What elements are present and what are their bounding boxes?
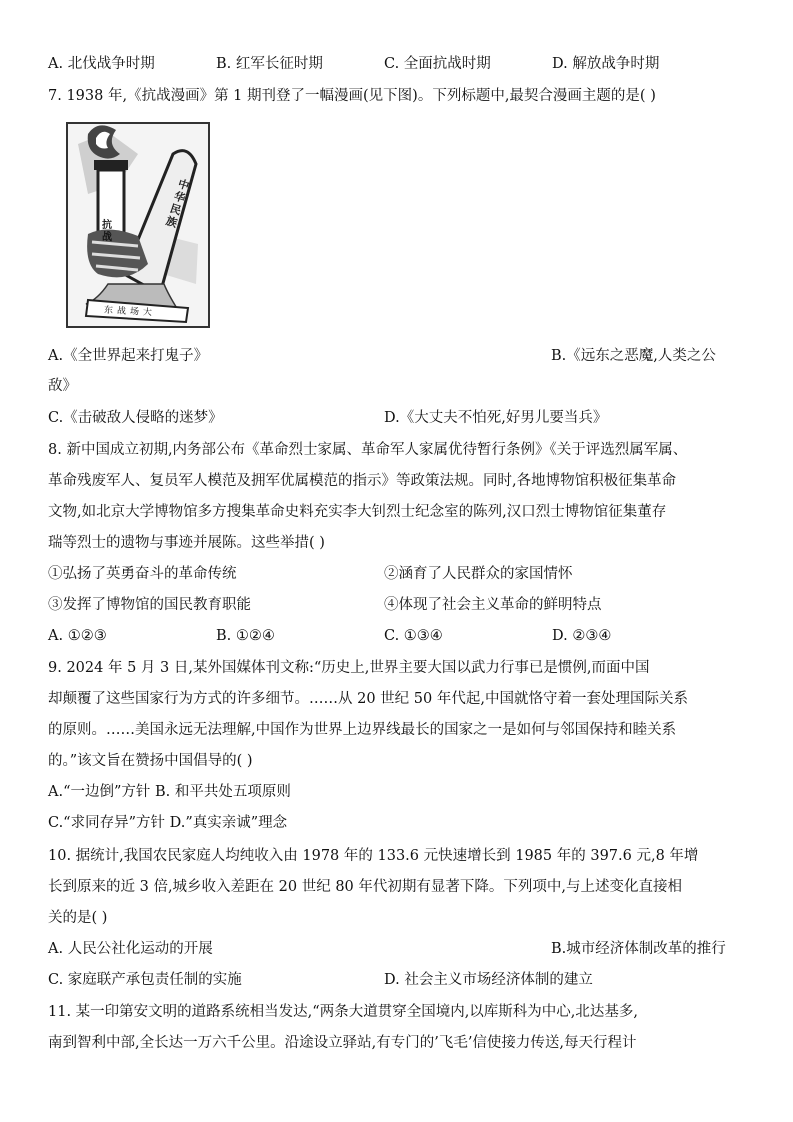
q8-option-a: A. ①②③ xyxy=(48,628,107,644)
q6-option-c: C. 全面抗战时期 xyxy=(384,56,491,72)
q9-options-ab: A.“一边倒”方针 B. 和平共处五项原则 xyxy=(48,784,291,800)
q7-option-a: A.《全世界起来打鬼子》 xyxy=(48,348,209,364)
q8-statement-1: ①弘扬了英勇奋斗的革命传统 xyxy=(48,566,237,582)
q6-option-a: A. 北伐战争时期 xyxy=(48,56,155,72)
q10-line-2: 长到原来的近 3 倍,城乡收入差距在 20 世纪 80 年代初期有显著下降。下列项中,与上述变化直接相 xyxy=(48,879,682,895)
q8-line-1: 8. 新中国成立初期,内务部公布《革命烈士家属、革命军人家属优待暂行条例》《关于评选烈属军属、 xyxy=(48,442,688,458)
q8-line-4: 瑞等烈士的遗物与事迹并展陈。这些举措( ) xyxy=(48,535,325,551)
q10-option-a: A. 人民公社化运动的开展 xyxy=(48,941,213,957)
q8-statement-3: ③发挥了博物馆的国民教育职能 xyxy=(48,597,251,613)
q9-line-3: 的原则。……美国永远无法理解,中国作为世界上边界线最长的国家之一是如何与邻国保持和睦关系 xyxy=(48,722,677,738)
q10-line-1: 10. 据统计,我国农民家庭人均纯收入由 1978 年的 133.6 元快速增长到 1985 年的 397.6 元,8 年增 xyxy=(48,848,699,864)
banner-text: 东战场大 xyxy=(103,305,157,319)
q7-option-b-cont: 敌》 xyxy=(48,378,77,394)
q11-line-1: 11. 某一印第安文明的道路系统相当发达,“两条大道贯穿全国境内,以库斯科为中心,北达基多, xyxy=(48,1004,639,1020)
q10-line-3: 关的是( ) xyxy=(48,910,108,926)
q9-line-2: 却颠覆了这些国家行为方式的许多细节。……从 20 世纪 50 年代起,中国就恪守着一套处理国际关系 xyxy=(48,691,688,707)
cartoon-image xyxy=(66,122,210,328)
q8-line-2: 革命残废军人、复员军人模范及拥军优属模范的指示》等政策法规。同时,各地博物馆积极征集革命 xyxy=(48,473,677,489)
torch-text: 抗战 xyxy=(102,220,112,243)
q7-option-d: D.《大丈夫不怕死,好男儿要当兵》 xyxy=(384,410,608,426)
q8-statement-4: ④体现了社会主义革命的鲜明特点 xyxy=(384,597,602,613)
q9-line-4: 的。”该文旨在赞扬中国倡导的( ) xyxy=(48,753,253,769)
q7-stem: 7. 1938 年,《抗战漫画》第 1 期刊登了一幅漫画(见下图)。下列标题中,最契合漫画主题的是( ) xyxy=(48,88,656,104)
arm-text: 中华民族 xyxy=(164,177,191,230)
torch-arm-illustration xyxy=(68,124,208,326)
q10-option-c: C. 家庭联产承包责任制的实施 xyxy=(48,972,242,988)
q8-statement-2: ②涵育了人民群众的家国情怀 xyxy=(384,566,573,582)
q8-option-c: C. ①③④ xyxy=(384,628,443,644)
q10-option-b: B.城市经济体制改革的推行 xyxy=(551,941,726,957)
q8-option-d: D. ②③④ xyxy=(552,628,612,644)
q7-option-b: B.《远东之恶魔,人类之公 xyxy=(551,348,716,364)
q7-option-c: C.《击破敌人侵略的迷梦》 xyxy=(48,410,223,426)
q9-options-cd: C.“求同存异”方针 D.”真实亲诚”理念 xyxy=(48,815,288,831)
q11-line-2: 南到智利中部,全长达一万六千公里。沿途设立驿站,有专门的’飞毛’信使接力传送,每天行程计 xyxy=(48,1035,637,1051)
q9-line-1: 9. 2024 年 5 月 3 日,某外国媒体刊文称:“历史上,世界主要大国以武力行事已是惯例,而面中国 xyxy=(48,660,650,676)
q6-option-d: D. 解放战争时期 xyxy=(552,56,660,72)
q10-option-d: D. 社会主义市场经济体制的建立 xyxy=(384,972,593,988)
q6-option-b: B. 红军长征时期 xyxy=(216,56,323,72)
q8-option-b: B. ①②④ xyxy=(216,628,275,644)
q8-line-3: 文物,如北京大学博物馆多方搜集革命史料充实李大钊烈士纪念室的陈列,汉口烈士博物馆征集董存 xyxy=(48,504,667,520)
